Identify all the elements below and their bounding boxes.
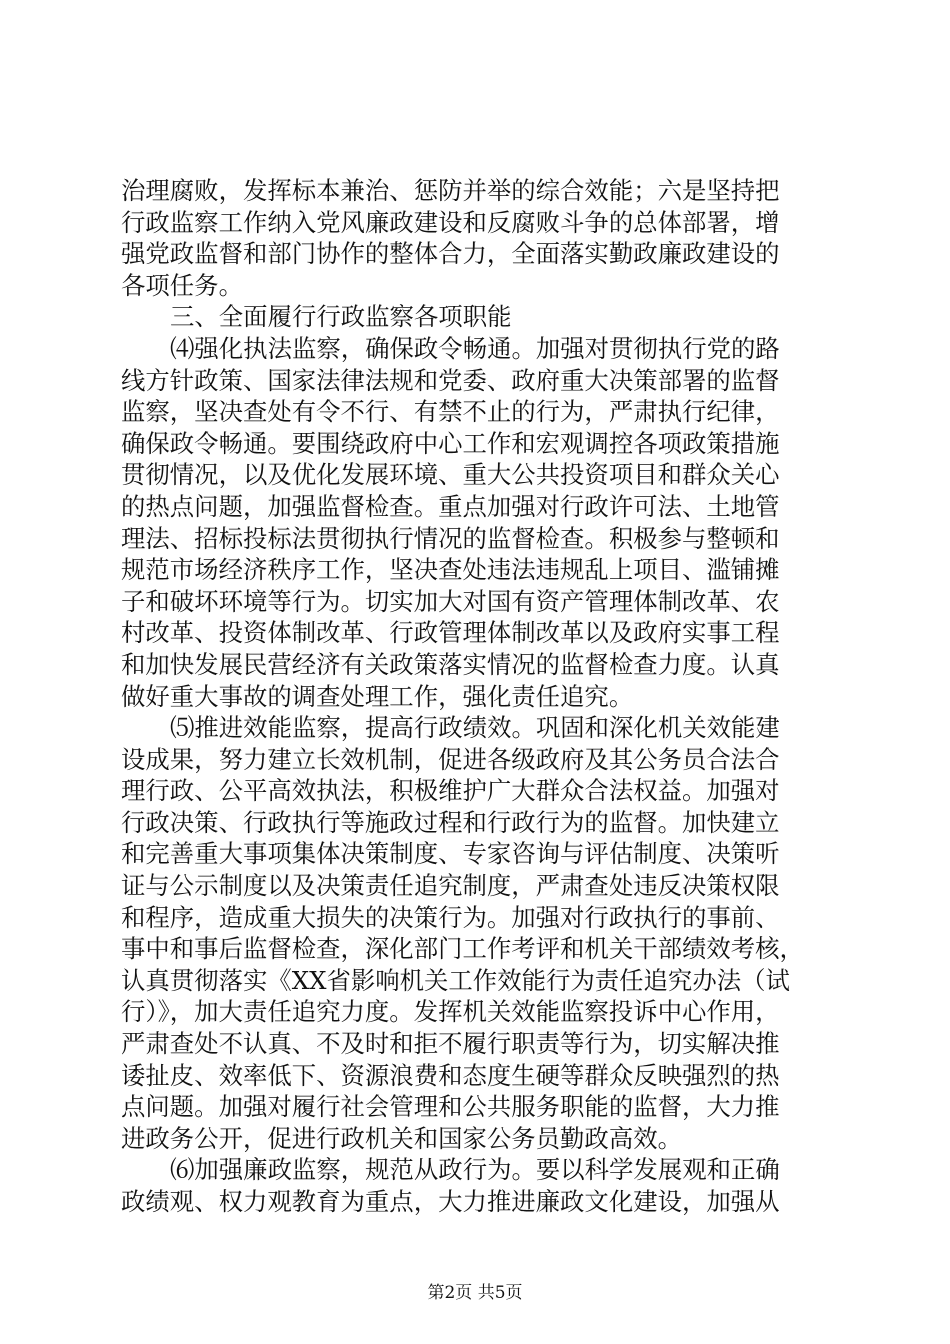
text-line: 治理腐败，发挥标本兼治、惩防并举的综合效能；六是坚持把	[121, 176, 780, 205]
text-line: ⑸推进效能监察，提高行政绩效。巩固和深化机关效能建	[170, 713, 780, 743]
text-line: 设成果，努力建立长效机制，促进各级政府及其公务员合法合	[121, 744, 780, 774]
text-line: 做好重大事故的调查处理工作，强化责任追究。	[121, 681, 634, 711]
text-line: 贯彻情况，以及优化发展环境、重大公共投资项目和群众关心	[121, 460, 780, 490]
text-line: 事中和事后监督检查，深化部门工作考评和机关干部绩效考核，	[121, 934, 804, 964]
text-line: 和完善重大事项集体决策制度、专家咨询与评估制度、决策听	[121, 839, 780, 869]
page-footer: 第2页 共5页	[427, 1283, 523, 1303]
text-line: 监察，坚决查处有令不行、有禁不止的行为，严肃执行纪律，	[121, 397, 780, 427]
text-line: 各项任务。	[121, 270, 243, 300]
text-line: 点问题。加强对履行社会管理和公共服务职能的监督，大力推	[121, 1092, 780, 1122]
text-line: 认真贯彻落实《XX省影响机关工作效能行为责任追究办法（试	[121, 965, 790, 995]
text-line: 理行政、公平高效执法，积极维护广大群众合法权益。加强对	[121, 776, 780, 806]
text-line: 进政务公开，促进行政机关和国家公务员勤政高效。	[121, 1123, 682, 1153]
text-line: 政绩观、权力观教育为重点，大力推进廉政文化建设，加强从	[121, 1187, 780, 1216]
text-line: 行政决策、行政执行等施政过程和行政行为的监督。加快建立	[121, 807, 780, 837]
text-line: 行政监察工作纳入党风廉政建设和反腐败斗争的总体部署，增	[121, 207, 780, 237]
text-line: 村改革、投资体制改革、行政管理体制改革以及政府实事工程	[121, 618, 780, 648]
text-line: 理法、招标投标法贯彻执行情况的监督检查。积极参与整顿和	[121, 523, 780, 553]
document-body	[121, 175, 833, 1218]
text-line: 子和破坏环境等行为。切实加大对国有资产管理体制改革、农	[121, 586, 780, 616]
text-line: 规范市场经济秩序工作，坚决查处违法违规乱上项目、滥铺摊	[121, 555, 780, 585]
text-line: 的热点问题，加强监督检查。重点加强对行政许可法、土地管	[121, 491, 780, 521]
text-line: ⑹加强廉政监察，规范从政行为。要以科学发展观和正确	[170, 1155, 780, 1185]
text-line: 强党政监督和部门协作的整体合力，全面落实勤政廉政建设的	[121, 239, 780, 269]
text-line: 诿扯皮、效率低下、资源浪费和态度生硬等群众反映强烈的热	[121, 1060, 780, 1090]
text-line: 严肃查处不认真、不及时和拒不履行职责等行为，切实解决推	[121, 1029, 780, 1059]
text-line: 行）》，加大责任追究力度。发挥机关效能监察投诉中心作用，	[121, 997, 780, 1027]
text-line: 和加快发展民营经济有关政策落实情况的监督检查力度。认真	[121, 649, 780, 679]
text-line: 线方针政策、国家法律法规和党委、政府重大决策部署的监督	[121, 365, 780, 395]
text-line: 确保政令畅通。要围绕政府中心工作和宏观调控各项政策措施	[121, 428, 780, 458]
text-line: 证与公示制度以及决策责任追究制度，严肃查处违反决策权限	[121, 871, 780, 901]
text-line: ⑷强化执法监察，确保政令畅通。加强对贯彻执行党的路	[170, 333, 780, 363]
text-line: 三、全面履行行政监察各项职能	[170, 302, 512, 332]
text-line: 和程序，造成重大损失的决策行为。加强对行政执行的事前、	[121, 902, 780, 932]
